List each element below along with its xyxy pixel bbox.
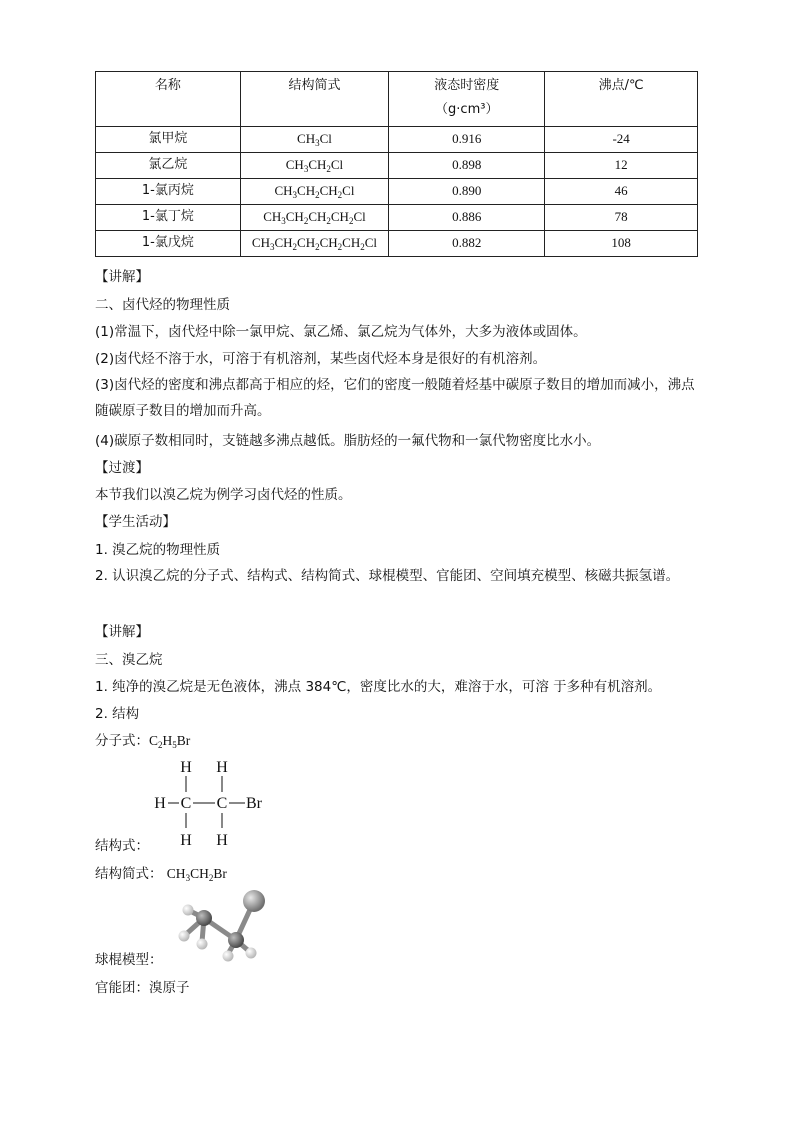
list-item: 1. 溴乙烷的物理性质: [95, 542, 221, 558]
section-heading: 【学生活动】: [95, 514, 176, 530]
section-title: 三、溴乙烷: [95, 652, 163, 668]
section-title: 二、卤代烃的物理性质: [95, 297, 230, 313]
atom-c: C: [216, 795, 228, 812]
list-item: 2. 认识溴乙烷的分子式、结构式、结构简式、球棍模型、官能团、空间填充模型、核磁共振氢谱。: [95, 568, 680, 584]
molecular-formula-row: [95, 731, 190, 751]
hydrogen-atom: [246, 948, 257, 959]
list-item: 1. 纯净的溴乙烷是无色液体，沸点 384℃，密度比水的大，难溶于水，可溶 于多种有机溶剂。: [95, 679, 662, 695]
ball-and-stick-model: [158, 888, 270, 968]
table-row: [96, 231, 698, 257]
section-heading: 【讲解】: [95, 269, 149, 285]
cell-boiling-point: 78: [545, 205, 698, 231]
hydrogen-atom: [179, 931, 190, 942]
cell-formula: $CH_3CH_2Cl$: [240, 153, 388, 179]
cell-density: 0.886: [389, 205, 545, 231]
bromine-atom: [243, 890, 265, 912]
header-name: 名称: [96, 72, 241, 127]
list-item: 2. 结构: [95, 706, 140, 722]
cell-name: 1-氯丙烷: [96, 179, 241, 205]
header-boiling-point: 沸点/℃: [545, 72, 698, 127]
atom-h: H: [180, 832, 192, 848]
paragraph: (1)常温下，卤代烃中除一氯甲烷、氯乙烯、氯乙烷为气体外，大多为液体或固体。: [95, 324, 587, 340]
paragraph: 本节我们以溴乙烷为例学习卤代烃的性质。: [95, 487, 352, 503]
cell-boiling-point: 108: [545, 231, 698, 257]
molecular-formula: $C_2H_5Br$: [149, 733, 191, 750]
cell-name: 1-氯戊烷: [96, 231, 241, 257]
cell-density: 0.890: [389, 179, 545, 205]
haloalkane-table: [95, 71, 698, 257]
cell-boiling-point: 46: [545, 179, 698, 205]
atom-h: H: [180, 759, 192, 776]
paragraph: (2)卤代烃不溶于水，可溶于有机溶剂，某些卤代烃本身是很好的有机溶剂。: [95, 351, 547, 367]
header-density-unit: （g·cm³）: [435, 102, 499, 117]
cell-density: 0.916: [389, 127, 545, 153]
table-header-row: [96, 72, 698, 127]
carbon-atom: [228, 932, 244, 948]
carbon-atom: [196, 910, 212, 926]
hydrogen-atom: [197, 939, 208, 950]
ball-stick-label: 球棍模型：: [95, 952, 163, 968]
functional-group-value: 溴原子: [149, 980, 190, 996]
paragraph: (3)卤代烃的密度和沸点都高于相应的烃，它们的密度一般随着烃基中碳原子数目的增加而减小，沸点随碳原子数目的增加而升高。: [95, 377, 695, 419]
cell-name: 氯甲烷: [96, 127, 241, 153]
condensed-formula-row: [95, 864, 227, 884]
table-row: [96, 205, 698, 231]
hydrogen-atom: [223, 951, 234, 962]
section-heading: 【过渡】: [95, 460, 149, 476]
condensed-formula-label: 结构简式：: [95, 866, 163, 882]
atom-c: C: [180, 795, 192, 812]
structural-formula-label: 结构式：: [95, 838, 149, 854]
condensed-formula: $CH_3CH_2Br$: [166, 866, 227, 883]
table-row: [96, 127, 698, 153]
functional-group-row: [95, 978, 190, 998]
cell-formula: $CH_3CH_2CH_2CH_2CH_2Cl$: [240, 231, 388, 257]
atom-h: H: [216, 759, 228, 776]
cell-boiling-point: 12: [545, 153, 698, 179]
structural-formula-diagram: [150, 752, 280, 848]
header-formula: 结构简式: [240, 72, 388, 127]
atom-br: Br: [246, 795, 262, 812]
paragraph: (4)碳原子数相同时，支链越多沸点越低。脂肪烃的一氟代物和一氯代物密度比水小。: [95, 433, 601, 449]
cell-density: 0.882: [389, 231, 545, 257]
cell-density: 0.898: [389, 153, 545, 179]
header-density-label: 液态时密度: [434, 78, 500, 93]
cell-formula: $CH_3Cl$: [240, 127, 388, 153]
cell-formula: $CH_3CH_2CH_2CH_2Cl$: [240, 205, 388, 231]
bonds: [184, 901, 254, 954]
table-row: [96, 153, 698, 179]
atom-h: H: [216, 832, 228, 848]
functional-group-label: 官能团：: [95, 980, 149, 996]
cell-name: 氯乙烷: [96, 153, 241, 179]
header-density: [389, 72, 545, 127]
table-row: [96, 179, 698, 205]
cell-boiling-point: -24: [545, 127, 698, 153]
section-heading: 【讲解】: [95, 624, 149, 640]
atom-h: H: [154, 795, 166, 812]
cell-name: 1-氯丁烷: [96, 205, 241, 231]
cell-formula: $CH_3CH_2CH_2Cl$: [240, 179, 388, 205]
hydrogen-atom: [183, 905, 194, 916]
molecular-formula-label: 分子式：: [95, 733, 149, 749]
